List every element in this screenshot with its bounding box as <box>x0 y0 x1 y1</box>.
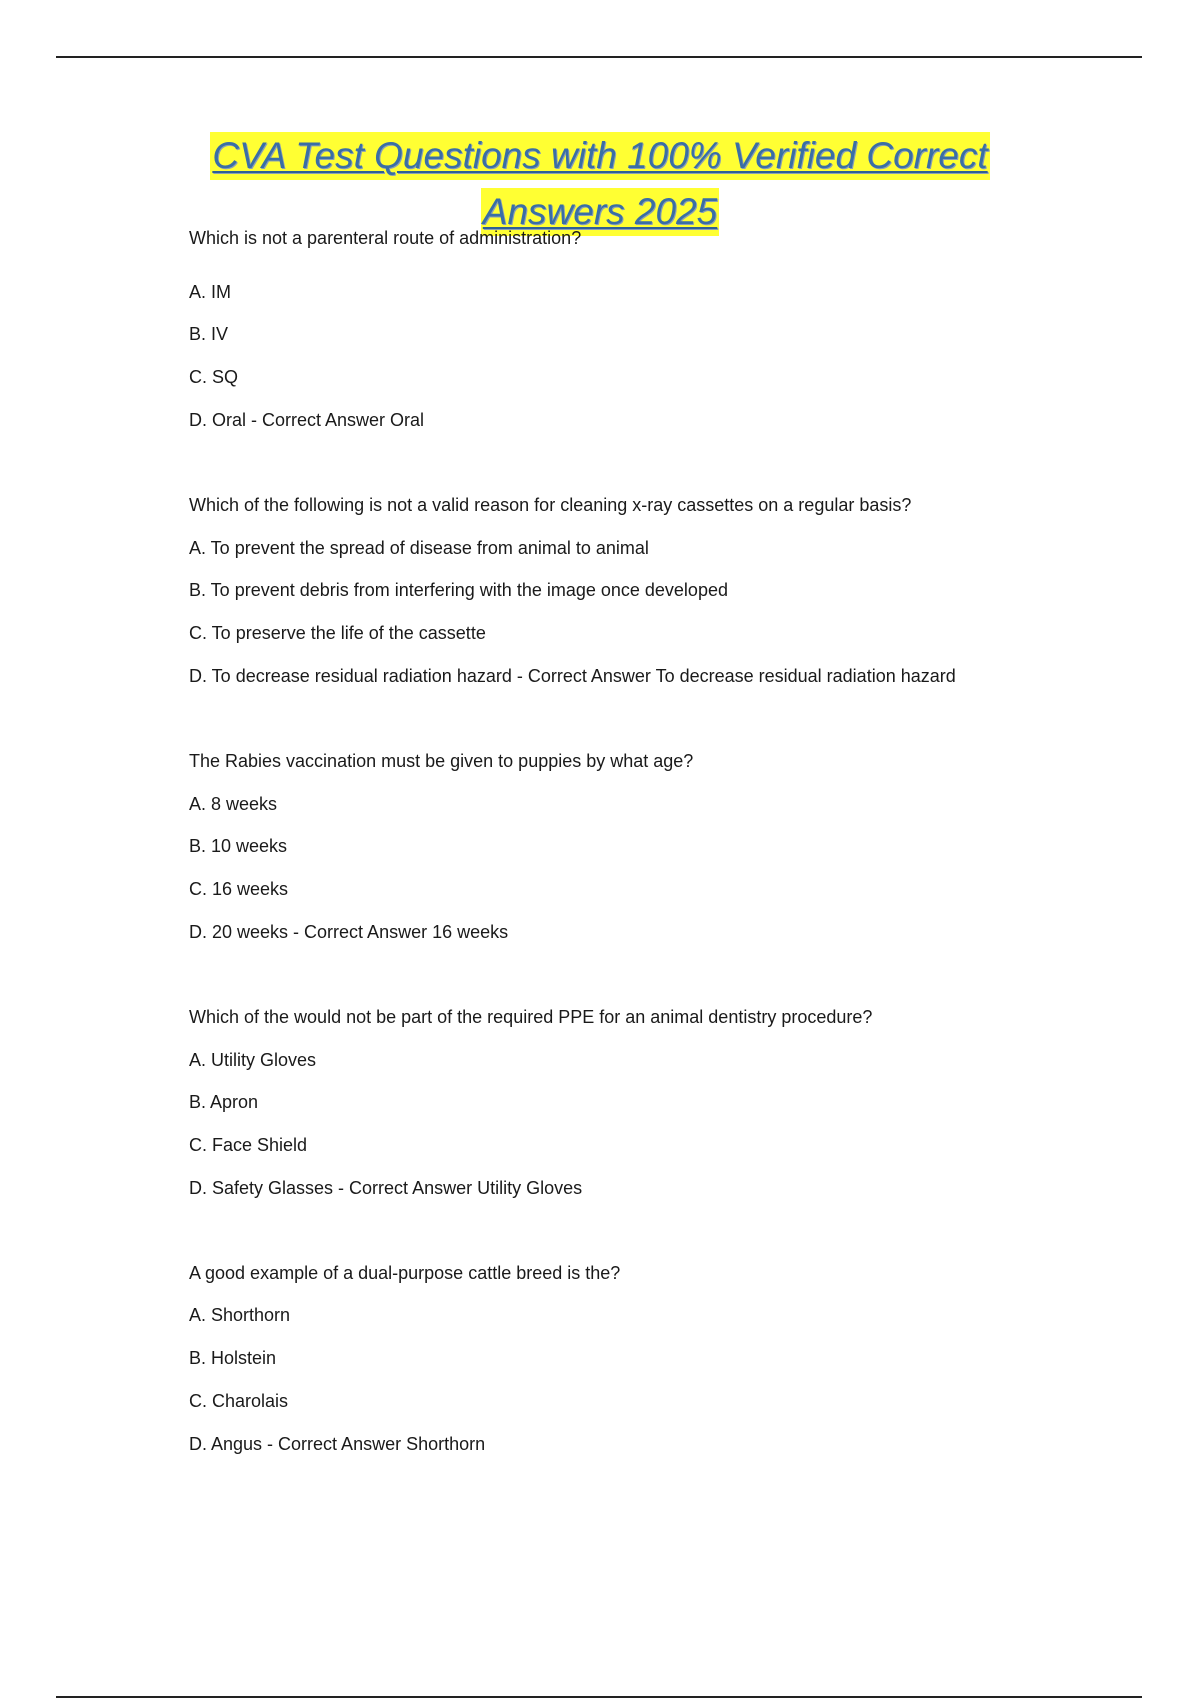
question-block <box>189 228 1089 441</box>
answer-option-with-correct-answer: D. Oral - Correct Answer Oral <box>189 409 425 430</box>
question-prompt: Which of the following is not a valid reason for cleaning x-ray cassettes on a regular basis? <box>189 494 912 515</box>
question-list <box>189 228 1089 1508</box>
question-block <box>189 740 1089 953</box>
answer-option-with-correct-answer: D. To decrease residual radiation hazard - Correct Answer To decrease residual radiation hazard <box>189 665 956 686</box>
question-block <box>189 1252 1089 1465</box>
question-block <box>189 484 1089 697</box>
answer-option-with-correct-answer: D. Angus - Correct Answer Shorthorn <box>189 1433 486 1454</box>
answer-option: A. To prevent the spread of disease from animal to animal <box>189 537 649 558</box>
question-prompt: A good example of a dual-purpose cattle breed is the? <box>189 1262 621 1283</box>
answer-option: A. 8 weeks <box>189 793 278 814</box>
question-prompt: Which is not a parenteral route of administration? <box>189 228 582 248</box>
title-line-2: Answers 2025 <box>481 188 719 236</box>
answer-option: B. IV <box>189 324 229 345</box>
answer-option: C. 16 weeks <box>189 878 289 899</box>
answer-option-with-correct-answer: D. 20 weeks - Correct Answer 16 weeks <box>189 921 509 942</box>
answer-option: B. 10 weeks <box>189 836 288 857</box>
question-prompt: Which of the would not be part of the required PPE for an animal dentistry procedure? <box>189 1006 873 1027</box>
answer-option: C. Face Shield <box>189 1134 308 1155</box>
answer-option-with-correct-answer: D. Safety Glasses - Correct Answer Utility Gloves <box>189 1177 583 1198</box>
bottom-rule <box>56 1696 1142 1698</box>
question-block <box>189 996 1089 1209</box>
answer-option: B. To prevent debris from interfering with the image once developed <box>189 580 728 601</box>
answer-option: C. To preserve the life of the cassette <box>189 623 486 643</box>
answer-option: A. Shorthorn <box>189 1305 291 1326</box>
title-line-1: CVA Test Questions with 100% Verified Correct <box>210 132 989 180</box>
answer-option: B. Holstein <box>189 1348 277 1369</box>
top-rule <box>56 56 1142 58</box>
answer-option: A. Utility Gloves <box>189 1049 317 1070</box>
answer-option: C. Charolais <box>189 1390 289 1411</box>
question-prompt: The Rabies vaccination must be given to puppies by what age? <box>189 750 694 771</box>
answer-option: B. Apron <box>189 1092 259 1113</box>
answer-option: C. SQ <box>189 367 239 388</box>
answer-option: A. IM <box>189 281 232 302</box>
